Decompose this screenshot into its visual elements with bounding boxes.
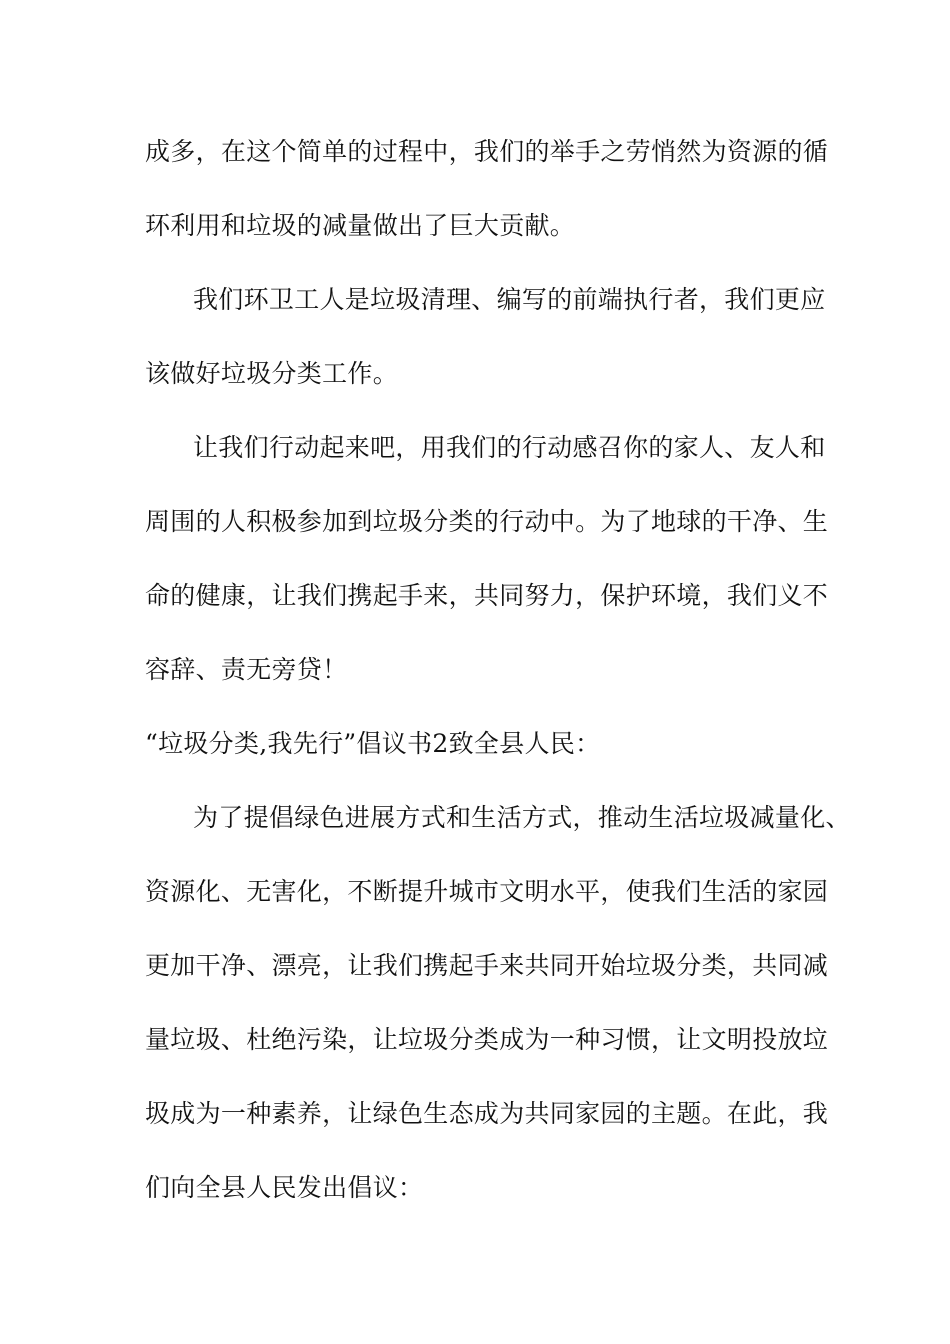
paragraph-line: 容辞、责无旁贷！ bbox=[145, 655, 348, 684]
paragraph-line: 让我们行动起来吧，用我们的行动感召你的家人、友人和 bbox=[193, 433, 826, 462]
paragraph-line: 成多，在这个简单的过程中，我们的举手之劳悄然为资源的循 bbox=[145, 137, 829, 166]
paragraph-line: 量垃圾、杜绝污染，让垃圾分类成为一种习惯，让文明投放垃 bbox=[145, 1025, 829, 1054]
paragraph-line: 周围的人积极参加到垃圾分类的行动中。为了地球的干净、生 bbox=[145, 507, 829, 536]
section-title: “垃圾分类,我先行”倡议书2致全县人民： bbox=[145, 729, 601, 758]
paragraph-line: 更加干净、漂亮，让我们携起手来共同开始垃圾分类，共同减 bbox=[145, 951, 829, 980]
paragraph-line: 圾成为一种素养，让绿色生态成为共同家园的主题。在此，我 bbox=[145, 1099, 829, 1128]
paragraph-line: 环利用和垃圾的减量做出了巨大贡献。 bbox=[145, 211, 576, 240]
paragraph-line: 我们环卫工人是垃圾清理、编写的前端执行者，我们更应 bbox=[193, 285, 826, 314]
paragraph-line: 命的健康，让我们携起手来，共同努力，保护环境，我们义不 bbox=[145, 581, 829, 610]
paragraph-line: 为了提倡绿色进展方式和生活方式，推动生活垃圾减量化、 bbox=[193, 803, 851, 832]
paragraph-line: 资源化、无害化，不断提升城市文明水平，使我们生活的家园 bbox=[145, 877, 829, 906]
paragraph-line: 们向全县人民发出倡议： bbox=[145, 1173, 424, 1202]
paragraph-line: 该做好垃圾分类工作。 bbox=[145, 359, 399, 388]
